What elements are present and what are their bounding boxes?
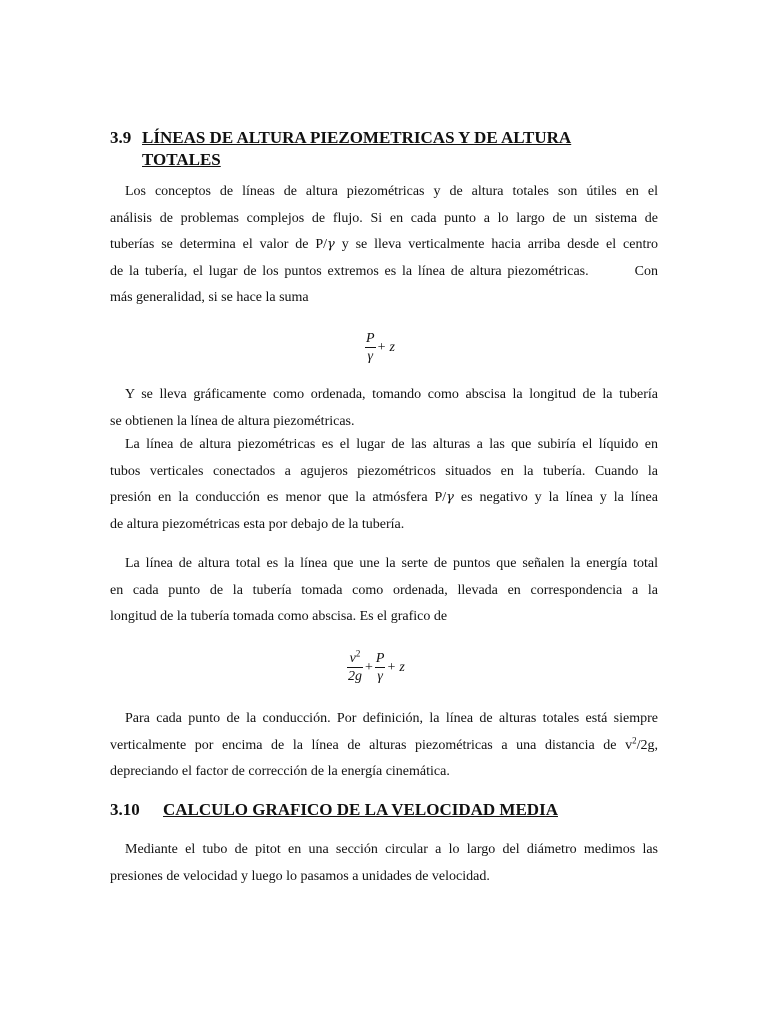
section-heading-3-9 [110,127,572,169]
paragraph-piezometric-line [110,432,658,538]
text-line: en cada punto de la tubería tomada como ordenada, llevada en correspondencia a la [110,582,658,598]
paragraph-definition [110,706,658,786]
section-title-line-1: LÍNEAS DE ALTURA PIEZOMETRICAS Y DE ALTURA [142,128,572,147]
gamma-symbol: γ [446,490,454,505]
text-line: se obtienen la línea de altura piezométricas. [110,413,355,429]
paragraph-graphic [110,382,658,435]
text-line: presiones de velocidad y luego lo pasamos a unidades de velocidad. [110,868,490,884]
section-title-line-2: TOTALES [142,150,221,169]
text-line: tuberías se determina el valor de P/γ y se lleva verticalmente hacia arriba desde el centro [110,237,658,252]
text-line: Para cada punto de la conducción. Por definición, la línea de alturas totales está siempre [125,711,658,726]
section-heading-3-10 [110,799,558,821]
equation-piezometric: $\frac{P}{\gamma}$ + z [366,331,395,364]
text-line: longitud de la tubería tomada como abscisa. Es el grafico de [110,609,448,624]
text-line: La línea de altura piezométricas es el lugar de las alturas a las que subiría el líquido en [125,437,658,452]
text-line: de altura piezométricas esta por debajo de la tubería. [110,516,405,532]
fraction: $\frac{P}{\gamma}$ [366,331,375,364]
fraction: $\frac{v^2}{2g}$ [348,648,362,684]
paragraph-concepts [110,179,658,312]
section-number: 3.9 [110,128,132,147]
text-line: presión en la conducción es menor que la atmósfera P/γ es negativo y la línea y la línea [110,490,658,505]
text-line: verticalmente por encima de la línea de alturas piezométricas a una distancia de $v^2/2g$, [110,734,658,753]
text-line: depreciando el factor de corrección de la energía cinemática. [110,764,450,779]
text-line: de la tubería, el lugar de los puntos extremos es la línea de altura piezométricas. Con [110,263,659,279]
section-title: CALCULO GRAFICO DE LA VELOCIDAD MEDIA [163,800,558,819]
fraction: $\frac{P}{\gamma}$ [375,651,385,684]
text-line: tubos verticales conectados a agujeros piezométricos situados en la tubería. Cuando la [110,463,658,479]
text-line: La línea de altura total es la línea que une la serte de puntos que señalen la energía total [125,556,658,571]
text-line: más generalidad, si se hace la suma [110,290,309,305]
paragraph-pitot [110,837,658,890]
text-line: Mediante el tubo de pitot en una sección circular a lo largo del diámetro medimos las [125,842,658,857]
equation-total-head: $\frac{v^2}{2g}$ + $\frac{P}{\gamma}$ + z [348,648,405,684]
text-line: Y se lleva gráficamente como ordenada, tomando como abscisa la longitud de la tubería [125,387,658,402]
section-number: 3.10 [110,800,140,819]
gamma-symbol: γ [327,237,335,252]
paragraph-total-line [110,551,658,631]
text-line: Los conceptos de líneas de altura piezométricas y de altura totales son útiles en el [125,184,658,199]
text-line: análisis de problemas complejos de flujo. Si en cada punto a lo largo de un sistema de [110,210,658,226]
